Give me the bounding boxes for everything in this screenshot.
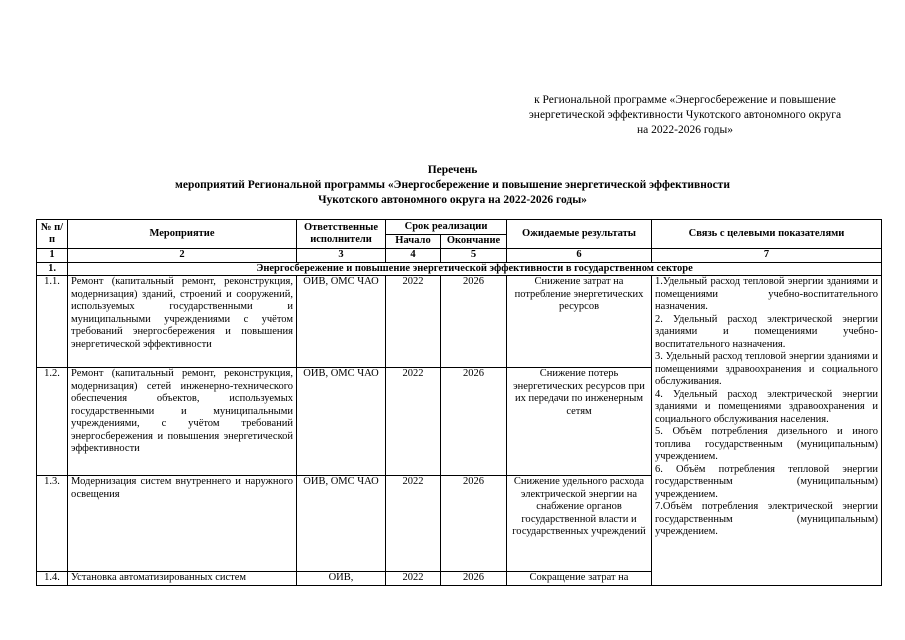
row-num: 1.2. [37, 368, 68, 476]
row-result: Снижение потерь энергетических ресурсов при их передачи по инженерным сетям [507, 368, 652, 476]
document-heading [0, 163, 905, 208]
header-start: Начало [386, 235, 441, 249]
document-subtitle-line: Чукотского автономного округа на 2022-2026 годы» [318, 194, 587, 206]
column-number: 4 [386, 249, 441, 263]
header-measure: Мероприятие [68, 220, 297, 249]
row-end: 2026 [441, 476, 507, 572]
indicator-item: 3. Удельный расход тепловой энергии зданиями и помещениями здравоохранения и социального обслуживания. [655, 351, 878, 387]
row-responsible: ОИВ, ОМС ЧАО [297, 368, 386, 476]
row-start: 2022 [386, 572, 441, 586]
column-number: 2 [68, 249, 297, 263]
header-end: Окончание [441, 235, 507, 249]
measures-table [36, 219, 882, 586]
row-measure: Установка автоматизированных систем [68, 572, 297, 586]
section-num: 1. [37, 262, 68, 276]
row-responsible: ОИВ, ОМС ЧАО [297, 476, 386, 572]
header-results: Ожидаемые результаты [507, 220, 652, 249]
section-row [37, 262, 882, 276]
row-end: 2026 [441, 572, 507, 586]
row-result: Сокращение затрат на [507, 572, 652, 586]
row-start: 2022 [386, 476, 441, 572]
appendix-note-line: к Региональной программе «Энергосбережение и повышение [534, 94, 836, 106]
section-title: Энергосбережение и повышение энергетической эффективности в государственном секторе [68, 262, 882, 276]
row-num: 1.4. [37, 572, 68, 586]
header-num: № п/п [37, 220, 68, 249]
appendix-note-line: на 2022-2026 годы» [636, 124, 733, 136]
row-num: 1.1. [37, 276, 68, 368]
column-number: 7 [652, 249, 882, 263]
row-num: 1.3. [37, 476, 68, 572]
row-start: 2022 [386, 368, 441, 476]
document-title: Перечень [427, 164, 478, 176]
document-subtitle-line: мероприятий Региональной программы «Энергосбережение и повышение энергетической эффективности [175, 179, 730, 191]
appendix-note [470, 93, 900, 138]
target-indicators [652, 276, 882, 586]
appendix-note-line: энергетической эффективности Чукотского автономного округа [528, 109, 842, 121]
row-result: Снижение удельного расхода электрической энергии на снабжение органов государственной власти и государственных учреждений [507, 476, 652, 572]
indicator-item: 5. Объём потребления дизельного и иного топлива государственным (муниципальным) учреждением. [655, 426, 878, 462]
header-period: Срок реализации [386, 220, 507, 235]
header-indicators: Связь с целевыми показателями [652, 220, 882, 249]
row-end: 2026 [441, 276, 507, 368]
row-measure: Ремонт (капитальный ремонт, реконструкция, модернизация) сетей инженерно-технического обеспечения объектов, используемых государственными и муниципальными учреждениями, с учётом требований энергосбережения и повышения энергетической эффективности [68, 368, 297, 476]
column-number-row [37, 249, 882, 263]
row-end: 2026 [441, 368, 507, 476]
row-result: Снижение затрат на потребление энергетических ресурсов [507, 276, 652, 368]
column-number: 1 [37, 249, 68, 263]
indicator-item: 4. Удельный расход электрической энергии зданиями и помещениями здравоохранения и социального обслуживания населения. [655, 388, 878, 425]
indicator-item: 2. Удельный расход электрической энергии зданиями и помещениями учебно-воспитательного назначения. [655, 313, 878, 350]
row-measure: Ремонт (капитальный ремонт, реконструкция, модернизация) зданий, строений и сооружений, используемых государственными и муниципальными учреждениями с учётом требований энергосбережения и повышения энергетической эффективности [68, 276, 297, 368]
indicator-item: 1.Удельный расход тепловой энергии зданиями и помещениями учебно-воспитательного назначения. [655, 276, 878, 312]
indicator-item: 6. Объём потребления тепловой энергии государственным (муниципальным) учреждением. [655, 463, 878, 500]
row-responsible: ОИВ, ОМС ЧАО [297, 276, 386, 368]
indicator-item: 7.Объём потребления электрической энергии государственным (муниципальным) учреждением. [655, 501, 878, 537]
row-start: 2022 [386, 276, 441, 368]
row-measure: Модернизация систем внутреннего и наружного освещения [68, 476, 297, 572]
column-number: 5 [441, 249, 507, 263]
column-number: 3 [297, 249, 386, 263]
column-number: 6 [507, 249, 652, 263]
table-header-row [37, 220, 882, 235]
header-responsible: Ответственные исполнители [297, 220, 386, 249]
table-row [37, 276, 882, 368]
row-responsible: ОИВ, [297, 572, 386, 586]
